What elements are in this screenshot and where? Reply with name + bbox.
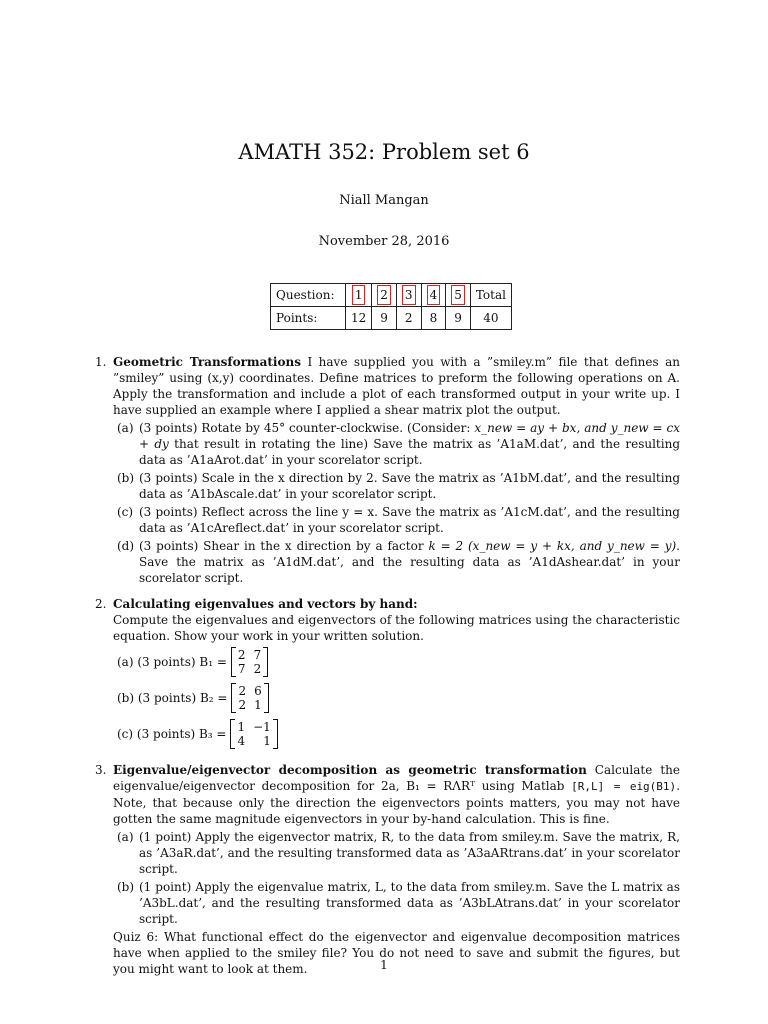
- question-3-intro: Eigenvalue/eigenvector decomposition as geometric transformation Calculate the eigenvalue/eigenvector decomposition for 2a, B₁ = RΛRᵀ using Matlab [R,L] = eig(B1). Note, that because only the direction the eigenvectors points matters, you may not have gotten the same magnitude eigenvectors in your by-hand calculation. This is fine.: [113, 763, 681, 826]
- question-row-label: Question:: [271, 284, 346, 307]
- matrix-b2: 2 6 2 1: [231, 683, 268, 713]
- points-cell: 2: [396, 307, 421, 330]
- date: November 28, 2016: [318, 234, 450, 249]
- matrix-b1: 2 7 7 2: [231, 647, 268, 677]
- matrix-b3: 1 −1 4 1: [230, 719, 277, 749]
- question-3b: (b) (1 point) Apply the eigenvalue matrix, L, to the data from smiley.m. Save the L matrix as ’A3bL.dat’, and the resulting transformed data as ’A3bLAtrans.dat’ in your scorelator script.: [117, 880, 680, 926]
- question-1a: (a) (3 points) Rotate by 45° counter-clockwise. (Consider: x_new = ay + bx, and y_new = cx + dy that result in rotating the line) Save the matrix as ’A1aM.dat’, and the resulting data as ’A1aArot.dat’ in your scorelator script.: [117, 421, 680, 467]
- author: Niall Mangan: [339, 193, 429, 208]
- page-number: 1: [380, 958, 388, 972]
- question-1b: (b) (3 points) Scale in the x direction by 2. Save the matrix as ’A1bM.dat’, and the resulting data as ’A1bAscale.dat’ in your scorelator script.: [117, 471, 680, 501]
- math-expression: x_new = ay + bx, and y_new = cx + dy: [139, 421, 680, 451]
- question-1c: (c) (3 points) Reflect across the line y = x. Save the matrix as ’A1cM.dat’, and the resulting data as ’A1cAreflect.dat’ in your scorelator script.: [117, 505, 680, 535]
- question-2c: (c) (3 points) B₃ = 1 −1 4 1: [113, 716, 680, 752]
- question-link-4[interactable]: 4: [427, 285, 441, 305]
- total-label: Total: [470, 284, 511, 307]
- question-2b: (b) (3 points) B₂ = 2 6 2 1: [113, 680, 680, 716]
- points-cell: 9: [446, 307, 471, 330]
- question-heading: Eigenvalue/eigenvector decomposition as geometric transformation: [113, 763, 587, 777]
- total-points: 40: [470, 307, 511, 330]
- points-cell: 12: [346, 307, 372, 330]
- question-heading: Geometric Transformations: [113, 355, 301, 369]
- question-1-intro: Geometric Transformations I have supplied you with a ”smiley.m” file that defines an ”smiley” using (x,y) coordinates. Define matrices to preform the following operations on A. Apply the transformation and include a plot of each transformed output in your write up. I have supplied an example where I applied a shear matrix plot the output.: [113, 355, 680, 417]
- question-link-2[interactable]: 2: [377, 285, 391, 305]
- page-title: AMATH 352: Problem set 6: [238, 140, 530, 164]
- question-3a: (a) (1 point) Apply the eigenvector matrix, R, to the data from smiley.m. Save the matrix, R, as ’A3aR.dat’, and the resulting transformed data as ’A3aARtrans.dat’ in your scorelator script.: [117, 830, 680, 876]
- question-heading: Calculating eigenvalues and vectors by hand:: [113, 597, 418, 611]
- question-3: [95, 762, 680, 977]
- question-link-3[interactable]: 3: [402, 285, 416, 305]
- question-number: 3.: [95, 763, 107, 777]
- question-1d: (d) (3 points) Shear in the x direction by a factor k = 2 (x_new = y + kx, and y_new = y). Save the matrix as ’A1dM.dat’, and the resulting data as ’A1dAshear.dat’ in your scorelator script.: [117, 539, 680, 585]
- score-table-points-row: [271, 307, 512, 330]
- score-table: [270, 283, 512, 330]
- question-number: 2.: [95, 597, 107, 611]
- points-cell: 8: [421, 307, 446, 330]
- question-2: [95, 596, 680, 752]
- question-1: [95, 354, 680, 586]
- math-expression: k = 2 (x_new = y + kx, and y_new = y): [428, 539, 677, 553]
- points-row-label: Points:: [271, 307, 346, 330]
- quiz-question: Quiz 6: What functional effect do the eigenvector and eigenvalue decomposition matrices have when applied to the smiley file? You do not need to save and submit the figures, but you might want to look at them.: [113, 930, 680, 976]
- question-link-1[interactable]: 1: [352, 285, 366, 305]
- question-number: 1.: [95, 355, 107, 369]
- question-2a: (a) (3 points) B₁ = 2 7 7 2: [113, 644, 680, 680]
- code-snippet: [R,L] = eig(B1): [571, 780, 677, 793]
- question-2-intro: Compute the eigenvalues and eigenvectors of the following matrices using the characteristic equation. Show your work in your written solution.: [113, 613, 680, 643]
- problem-list: [95, 354, 680, 987]
- question-link-5[interactable]: 5: [451, 285, 465, 305]
- points-cell: 9: [372, 307, 397, 330]
- score-table-question-row: [271, 284, 512, 307]
